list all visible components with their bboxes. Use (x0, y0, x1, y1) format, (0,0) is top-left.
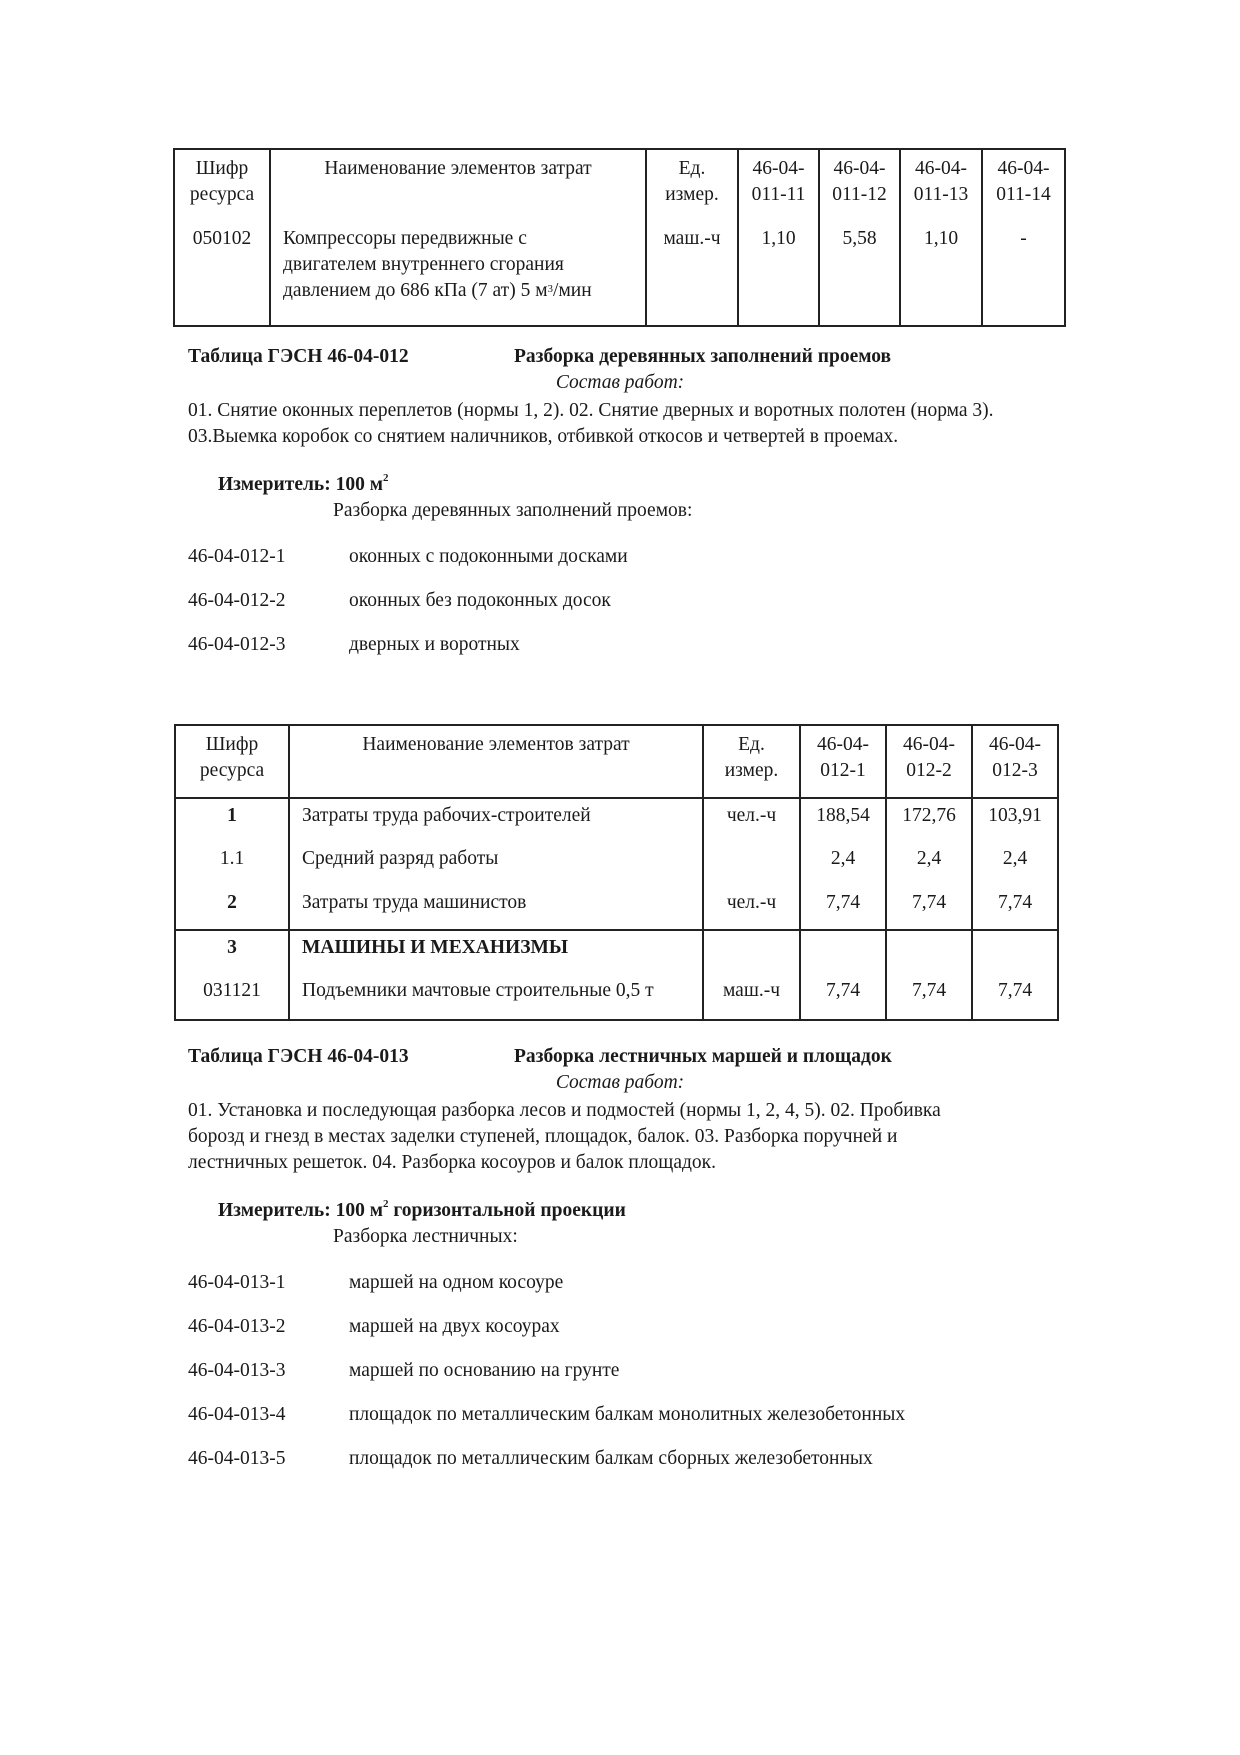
header-code (175, 725, 289, 798)
table-row-section (175, 930, 1058, 974)
header-unit-line: Ед. (678, 158, 706, 179)
measure-unit (218, 1200, 626, 1222)
cell-value (886, 930, 972, 974)
norm-code: 46-04-013-1 (188, 1272, 286, 1293)
norm-code: 46-04-012-3 (188, 634, 286, 655)
cell-value (972, 930, 1058, 974)
header-code (174, 149, 270, 208)
cell-unit: чел.-ч (703, 798, 800, 842)
header-name (289, 725, 703, 798)
header-norm-line: 46-04- (989, 734, 1041, 755)
cell-value: 7,74 (972, 974, 1058, 1020)
composition-label: Состав работ: (555, 1072, 685, 1093)
cell-name-text: давлением до 686 кПа (7 ат) 5 м (283, 280, 548, 301)
header-norm-col (972, 725, 1058, 798)
cell-value: 5,58 (819, 208, 900, 326)
cell-unit: маш.-ч (703, 974, 800, 1020)
cell-name-line: двигателем внутреннего сгорания (283, 254, 564, 275)
cell-code: 031121 (175, 974, 289, 1020)
norm-desc: площадок по металлическим балкам сборных железобетонных (349, 1448, 873, 1469)
cell-code: 2 (175, 886, 289, 930)
measure-label: Измеритель: 100 м (218, 474, 384, 495)
composition-line: борозд и гнезд в местах заделки ступеней, площадок, балок. 03. Разборка поручней и (188, 1126, 898, 1147)
cell-value: 2,4 (972, 842, 1058, 886)
cell-value: 188,54 (800, 798, 886, 842)
header-name (270, 149, 646, 208)
cell-value: 7,74 (886, 886, 972, 930)
header-norm-line: 011-13 (913, 184, 969, 205)
cell-value (800, 930, 886, 974)
measure-label: Измеритель: 100 м (218, 1200, 384, 1221)
composition-line: 03.Выемка коробок со снятием наличников, отбивкой откосов и четвертей в проемах. (188, 426, 899, 447)
cell-value: 1,10 (900, 208, 982, 326)
cell-name: Средний разряд работы (289, 842, 703, 886)
cell-name-text: /мин (553, 280, 592, 301)
header-unit (703, 725, 800, 798)
cell-value: 7,74 (800, 886, 886, 930)
resource-table-46-04-012 (174, 724, 1059, 1021)
header-norm-line: 012-1 (820, 760, 866, 781)
header-norm-col (738, 149, 819, 208)
superscript: 2 (383, 1198, 389, 1210)
norm-desc: дверных и воротных (349, 634, 520, 655)
header-norm-line: 46-04- (833, 158, 886, 179)
table-label: Таблица ГЭСН 46-04-013 (188, 1046, 409, 1067)
norm-desc: оконных с подоконными досками (349, 546, 628, 567)
cell-value: 172,76 (886, 798, 972, 842)
norm-code: 46-04-012-1 (188, 546, 286, 567)
header-norm-col (800, 725, 886, 798)
superscript: 3 (547, 283, 554, 295)
norm-desc: маршей по основанию на грунте (349, 1360, 620, 1381)
cell-name: Затраты труда машинистов (289, 886, 703, 930)
composition-line: 01. Снятие оконных переплетов (нормы 1, 2). 02. Снятие дверных и воротных полотен (норма 3). (188, 400, 994, 421)
table-row (175, 798, 1058, 842)
header-norm-line: 012-3 (992, 760, 1038, 781)
norm-item (0, 1316, 1240, 1342)
header-norm-line: 46-04- (817, 734, 869, 755)
cell-unit: маш.-ч (646, 208, 738, 326)
cell-name (270, 208, 646, 326)
table-row (175, 842, 1058, 886)
composition-label: Состав работ: (555, 372, 685, 393)
norms-subtitle: Разборка деревянных заполнений проемов: (333, 500, 693, 521)
header-code-line: ресурса (199, 760, 265, 781)
norm-item (0, 1360, 1240, 1386)
header-norm-col (982, 149, 1065, 208)
header-norm-col (819, 149, 900, 208)
norm-desc: площадок по металлическим балкам монолитных железобетонных (349, 1404, 906, 1425)
header-code-line: Шифр (195, 158, 249, 179)
cell-value: 103,91 (972, 798, 1058, 842)
cell-value: 2,4 (886, 842, 972, 886)
header-unit-line: измер. (724, 760, 779, 781)
cell-name: Подъемники мачтовые строительные 0,5 т (289, 974, 703, 1020)
cell-unit (703, 842, 800, 886)
table-header-row (175, 725, 1058, 798)
norm-code: 46-04-012-2 (188, 590, 286, 611)
header-unit (646, 149, 738, 208)
cell-unit (703, 930, 800, 974)
table-row (174, 208, 1065, 326)
norm-item (0, 1272, 1240, 1298)
header-name-text: Наименование элементов затрат (324, 158, 592, 179)
table-header-row (174, 149, 1065, 208)
norm-item (0, 1404, 1240, 1430)
cell-name: Затраты труда рабочих-строителей (289, 798, 703, 842)
cell-name-line (283, 278, 645, 304)
superscript: 2 (383, 472, 389, 484)
header-norm-line: 46-04- (752, 158, 805, 179)
measure-unit (218, 474, 389, 496)
norm-code: 46-04-013-5 (188, 1448, 286, 1469)
cell-value: - (982, 208, 1065, 326)
composition-line: 01. Установка и последующая разборка лесов и подмостей (нормы 1, 2, 4, 5). 02. Пробивка (188, 1100, 941, 1121)
header-norm-line: 011-12 (832, 184, 887, 205)
header-norm-line: 011-11 (751, 184, 806, 205)
norm-code: 46-04-013-3 (188, 1360, 286, 1381)
cell-value: 2,4 (800, 842, 886, 886)
header-norm-line: 46-04- (903, 734, 955, 755)
norm-item (0, 634, 1240, 660)
cell-value: 7,74 (886, 974, 972, 1020)
section-title: Разборка деревянных заполнений проемов (514, 346, 892, 367)
cell-code: 3 (175, 930, 289, 974)
norm-code: 46-04-013-4 (188, 1404, 286, 1425)
cell-value: 7,74 (972, 886, 1058, 930)
header-unit-line: измер. (665, 184, 719, 205)
cell-value: 7,74 (800, 974, 886, 1020)
norm-item (0, 590, 1240, 616)
resource-table-46-04-011 (173, 148, 1066, 327)
cell-value: 1,10 (738, 208, 819, 326)
header-norm-col (886, 725, 972, 798)
norm-desc: оконных без подоконных досок (349, 590, 611, 611)
header-norm-line: 011-14 (996, 184, 1051, 205)
header-code-line: ресурса (189, 184, 255, 205)
norm-item (0, 1448, 1240, 1474)
table-label: Таблица ГЭСН 46-04-012 (188, 346, 409, 367)
norm-code: 46-04-013-2 (188, 1316, 286, 1337)
header-unit-line: Ед. (738, 734, 765, 755)
composition-text (188, 398, 994, 450)
norm-desc: маршей на двух косоурах (349, 1316, 560, 1337)
header-norm-line: 012-2 (906, 760, 952, 781)
header-name-text: Наименование элементов затрат (362, 734, 630, 755)
norms-subtitle: Разборка лестничных: (333, 1226, 518, 1247)
cell-name-line: Компрессоры передвижные с (283, 228, 527, 249)
header-norm-col (900, 149, 982, 208)
section-title: Разборка лестничных маршей и площадок (514, 1046, 892, 1067)
norm-desc: маршей на одном косоуре (349, 1272, 564, 1293)
measure-tail: горизонтальной проекции (388, 1200, 626, 1221)
cell-name: МАШИНЫ И МЕХАНИЗМЫ (289, 930, 703, 974)
cell-unit: чел.-ч (703, 886, 800, 930)
table-row (175, 886, 1058, 930)
composition-line: лестничных решеток. 04. Разборка косоуров и балок площадок. (188, 1152, 716, 1173)
header-norm-line: 46-04- (915, 158, 967, 179)
header-code-line: Шифр (205, 734, 259, 755)
cell-code: 1 (175, 798, 289, 842)
norm-item (0, 546, 1240, 572)
header-norm-line: 46-04- (997, 158, 1050, 179)
cell-code: 1.1 (175, 842, 289, 886)
cell-code: 050102 (174, 208, 270, 326)
composition-text (188, 1098, 941, 1176)
table-row (175, 974, 1058, 1020)
